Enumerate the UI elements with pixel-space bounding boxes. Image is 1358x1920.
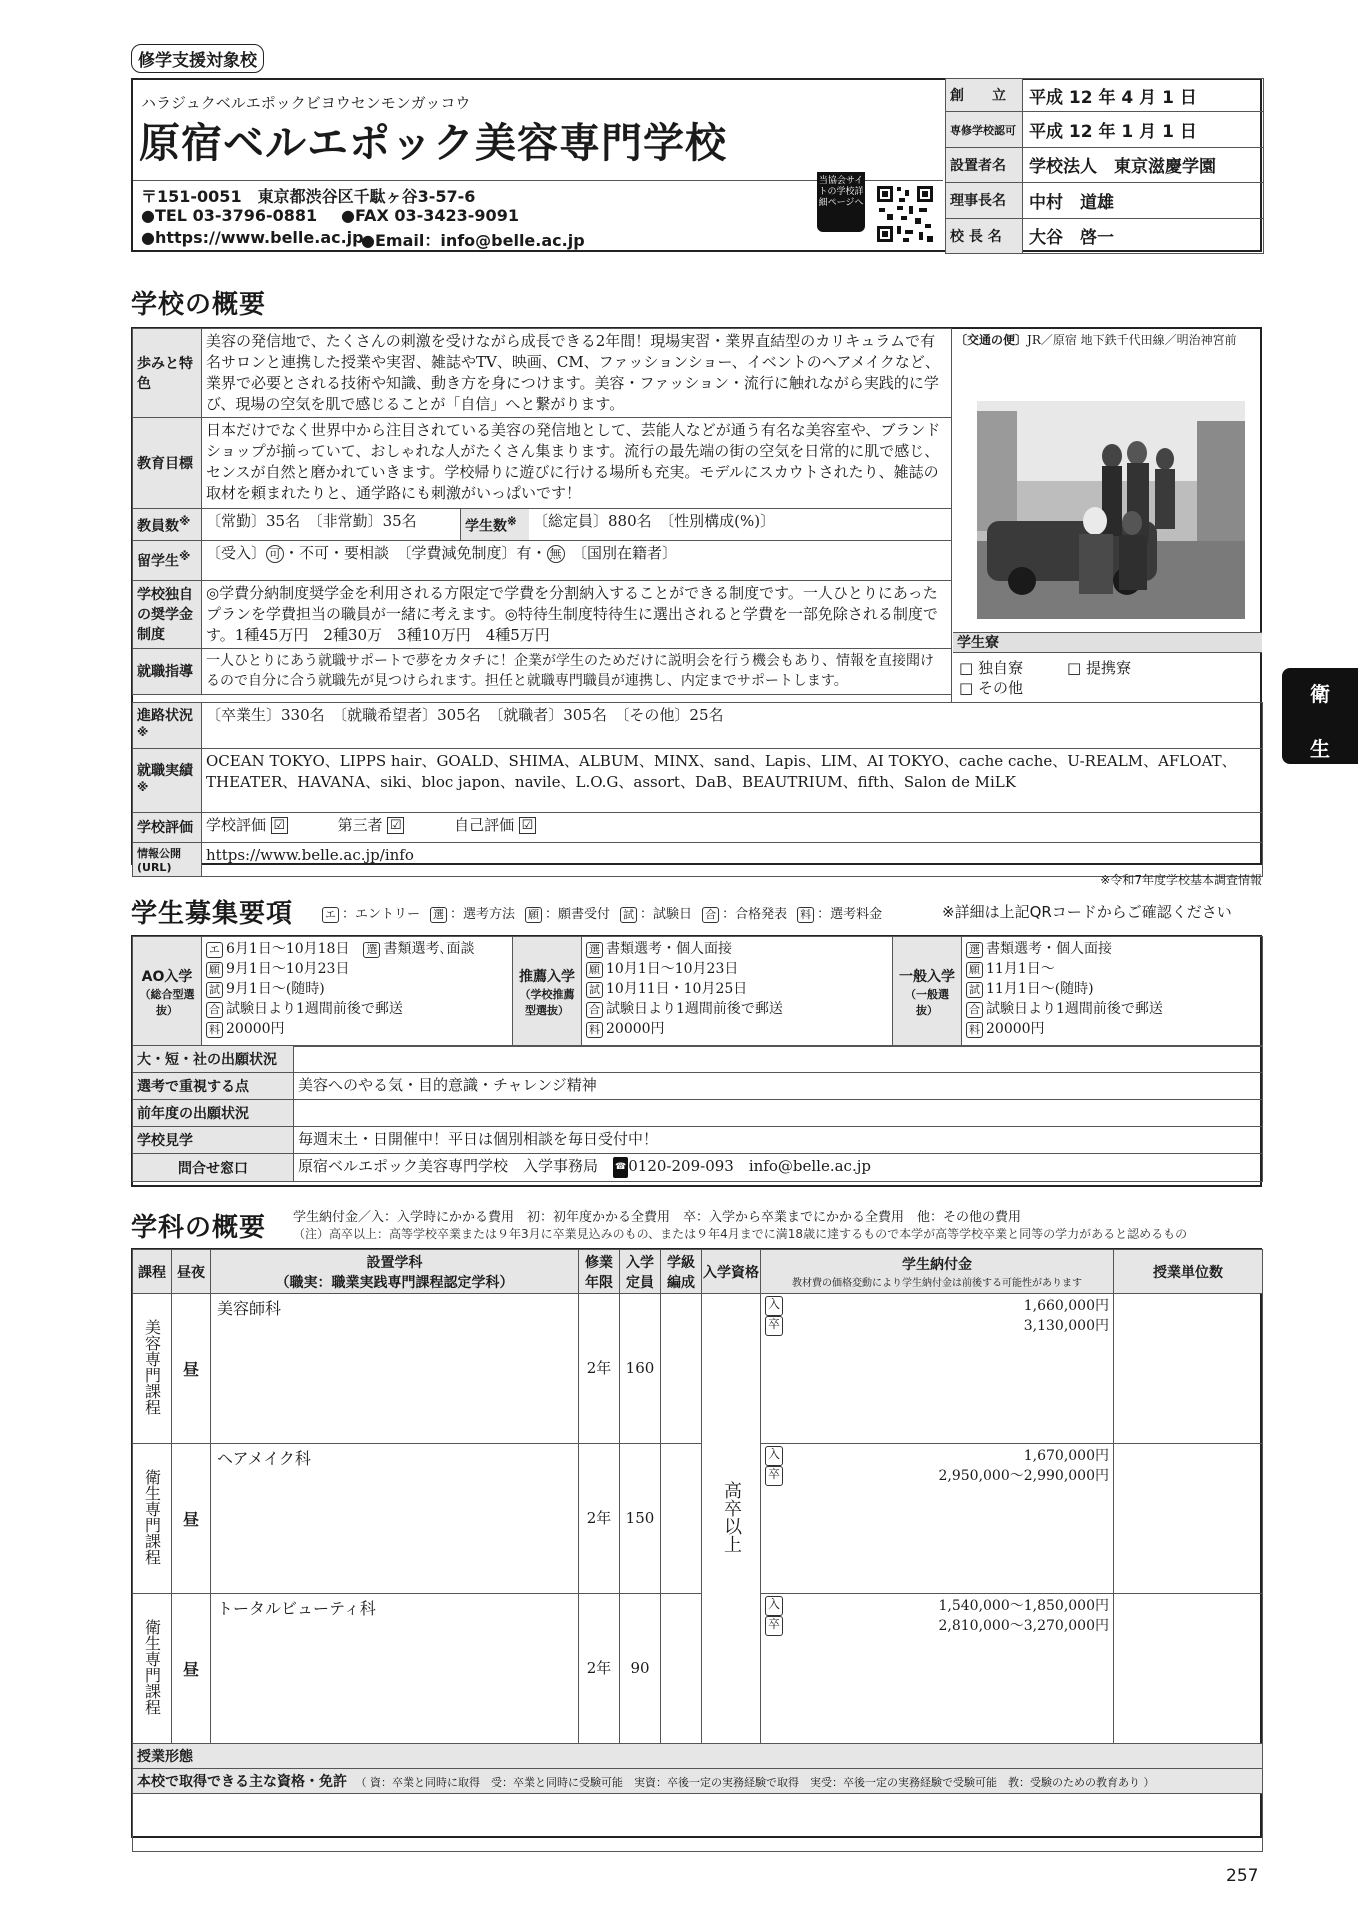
dorm-label: 学生寮 (953, 632, 1262, 653)
qr-label: 当協会サイトの学校詳細ページへ (817, 172, 865, 232)
dept-title: 学科の概要 (131, 1213, 267, 1243)
fax: ●FAX 03-3423-9091 (341, 206, 519, 225)
scholarship-text: ◎学費分納制度奨学金を利用される方限定で学費を分割納入することができる制度です。一人ひとりにあったプランを学費担当の職員が一緒に考えます。◎特待生制度特待生に選出されると学費を一部免除される制度です。1種45万円 2種30万 3種10万円 4種5万円 (202, 580, 952, 648)
fee-entry: 1,660,000円 (1023, 1298, 1109, 1314)
qr-code-icon[interactable] (875, 184, 935, 244)
dept-class (661, 1294, 702, 1444)
freedial-icon: ☎ (613, 1157, 628, 1178)
contact-office: 原宿ベルエポック美容専門学校 入学事務局 (298, 1157, 599, 1175)
recruit-row-value: 美容へのやる気・目的意識・チャレンジ精神 (294, 1073, 1263, 1100)
dept-capacity: 160 (620, 1294, 661, 1444)
recruit-row-label: 大・短・社の出願状況 (133, 1046, 294, 1073)
students-photo (977, 401, 1245, 619)
ippan-label: 一般入学 （一般選抜） (893, 937, 962, 1047)
dorm-other: □ その他 (959, 679, 1023, 697)
tel: ●TEL 03-3796-0881 (141, 206, 318, 225)
license-content (133, 1794, 1263, 1852)
col-time: 昼夜 (172, 1250, 211, 1294)
info-value: 中村 道雄 (1023, 183, 1264, 218)
legend-item: 選 ：選考方法 (430, 907, 515, 922)
goal-text: 日本だけでなく世界中から注目されている美容の発信地として、芸能人などが通う有名な美容室や、ブランドショップが揃っていて、おしゃれな人がたくさん集まります。流行の最先端の街の空気を日常的に肌で感じ、センスが自然と磨かれていきます。学校帰りに遊びに行ける場所も充実。モデルにスカウトされたり、雑誌の取材を頼まれたりと、通学路にも刺激がいっぱいです！ (202, 418, 952, 509)
email-link[interactable]: ●Email：info@belle.ac.jp (361, 231, 585, 250)
legend-item: エ ：エントリー (322, 907, 420, 922)
dept-subject: トータルビューティ科 (211, 1594, 579, 1744)
dept-time: 昼 (172, 1594, 211, 1744)
teachers-label: 教員数※ (133, 509, 202, 541)
col-capacity: 入学定員 (620, 1250, 661, 1294)
fee-total: 3,130,000円 (1023, 1318, 1109, 1334)
history-text: 美容の発信地で、たくさんの刺激を受けながら成長できる2年間！現場実習・業界直結型のカリキュラムで有名サロンと連携した授業や実習、雑誌やTV、映画、CM、ファッションショー、イベントのヘアメイクなど、業界で必要とされる技術や知識、動き方を身につけます。美容・ファッション・流行に触れながら実践的に学び、現場の空気を肌で感じることが「自信」へと繋がります。 (202, 329, 952, 418)
website-link[interactable]: ●https://www.belle.ac.jp (141, 228, 364, 247)
suisen-details: 選 書類選考・個人面接 願 10月1日～10月23日 試 10月11日・10月25日 合 試験日より1週間前後で郵送 料 20000円 (582, 937, 893, 1047)
overview-box (131, 327, 1262, 874)
category-side-tab: 衛 生 (1282, 668, 1358, 764)
col-years: 修業年限 (579, 1250, 620, 1294)
recruit-legend (322, 903, 892, 923)
fee-entry: 1,670,000円 (1023, 1448, 1109, 1464)
recruit-row-value (294, 1046, 1263, 1073)
col-credits: 授業単位数 (1114, 1250, 1263, 1294)
recruit-legend-note: ※詳細は上記QRコードからご確認ください (942, 903, 1232, 921)
eval-items: 学校評価 ☑ 第三者 ☑ 自己評価 ☑ (202, 812, 1263, 842)
dept-row (133, 1594, 1263, 1744)
career-label: 就職指導 (133, 648, 202, 694)
dept-capacity: 150 (620, 1444, 661, 1594)
overview-title: 学校の概要 (131, 290, 267, 320)
dept-credits (1114, 1294, 1263, 1444)
school-name: 原宿ベルエポック美容専門学校 (139, 119, 727, 167)
dorm-own: □ 独自寮 (959, 659, 1023, 677)
overview-lower-table (132, 702, 1263, 877)
access-info: 〔交通の便〕JR／原宿 地下鉄千代田線／明治神宮前 (955, 333, 1237, 347)
dept-years: 2年 (579, 1294, 620, 1444)
eval-label: 学校評価 (133, 812, 202, 842)
recruit-row-label: 選考で重視する点 (133, 1073, 294, 1100)
legend-item: 料 ：選考料金 (797, 907, 882, 922)
recruit-row-label: 前年度の出願状況 (133, 1100, 294, 1127)
teachers-text: 〔常勤〕35名 〔非常勤〕35名 (206, 512, 417, 530)
info-label: 理事長名 (946, 183, 1023, 218)
page-number: 257 (1226, 1866, 1259, 1886)
header-box (131, 78, 1262, 252)
license-row: 本校で取得できる主な資格・免許 （ 資：卒業と同時に取得 受：卒業と同時に受験可能 実資：卒後一定の実務経験で取得 実受：卒後一定の実務経験で受験可能 教：受験のための教育あり ） (133, 1769, 1263, 1794)
recruit-row-label: 学校見学 (133, 1127, 294, 1154)
dept-time: 昼 (172, 1444, 211, 1594)
dept-row (133, 1294, 1263, 1444)
suisen-label: 推薦入学 （学校推薦型選抜） (513, 937, 582, 1047)
dept-class (661, 1594, 702, 1744)
dept-fee: 入 1,540,000～1,850,000円 卒 2,810,000～3,270,000円 (761, 1594, 1114, 1744)
col-qualification: 入学資格 (702, 1250, 761, 1294)
col-class: 学級編成 (661, 1250, 702, 1294)
dept-fee: 入 1,660,000円 卒 3,130,000円 (761, 1294, 1114, 1444)
ao-label: AO入学 （総合型選抜） (133, 937, 202, 1047)
jobs-label: 就職実績※ (133, 748, 202, 812)
info-label: 校 長 名 (946, 218, 1023, 253)
disclosure-label: 情報公開(URL) (133, 842, 202, 876)
dept-years: 2年 (579, 1444, 620, 1594)
path-label: 進路状況※ (133, 703, 202, 749)
contact-email[interactable]: info@belle.ac.jp (748, 1157, 871, 1175)
legend-item: 試 ：試験日 (620, 907, 692, 922)
col-subject: 設置学科 （職実：職業実践専門課程認定学科） (211, 1250, 579, 1294)
ao-details: エ 6月1日～10月18日 選 書類選考､面談 願 9月1日～10月23日 試 9月1日～(随時) 合 試験日より1週間前後で郵送 料 20000円 (202, 937, 513, 1047)
recruit-row-value: 毎週末土・日開催中！平日は個別相談を毎日受付中！ (294, 1127, 1263, 1154)
dept-capacity: 90 (620, 1594, 661, 1744)
dept-class (661, 1444, 702, 1594)
disclosure-link[interactable]: https://www.belle.ac.jp/info (202, 842, 1263, 876)
support-badge: 修学支援対象校 (131, 44, 264, 73)
dept-time: 昼 (172, 1294, 211, 1444)
form-label: 授業形態 (133, 1744, 1263, 1769)
dept-table (132, 1249, 1263, 1852)
students-text: 〔総定員〕880名 〔性別構成(%)〕 (533, 512, 776, 530)
col-course: 課程 (133, 1250, 172, 1294)
foreign-text: 〔受入〕 可 ・不可・要相談 〔学費減免制度〕有・ 無 〔国別在籍者〕 (202, 540, 952, 580)
contact-value (294, 1154, 1263, 1182)
goal-label: 教育目標 (133, 418, 202, 509)
career-text: 一人ひとりにあう就職サポートで夢をカタチに！企業が学生のためだけに説明会を行う機会もあり、情報を直接聞けるので自分に合う就職先が見つけられます。担任と就職専門職員が連携し、内定までサポートします。 (202, 648, 952, 694)
dept-row (133, 1444, 1263, 1594)
info-label: 創 立 (946, 79, 1023, 112)
dorm-partner: □ 提携寮 (1067, 659, 1131, 677)
foreign-label: 留学生※ (133, 540, 202, 580)
recruit-rows-table (132, 1045, 1263, 1182)
info-value: 平成 12 年 1 月 1 日 (1023, 112, 1264, 147)
jobs-text: OCEAN TOKYO、LIPPS hair、GOALD、SHIMA、ALBUM、MINX、sand、Lapis、LIM、AI TOKYO、cache cache、U-REALM、AFLOAT、THEATER、HAVANA、siki、bloc japon、navile、L.O.G、assort、DaB、BEAUTRIUM、fifth、Salon de MiLK (202, 748, 1263, 812)
dept-qualification: 高卒以上 (702, 1294, 761, 1744)
dept-box (131, 1248, 1262, 1838)
dept-course: 衛生専門課程 (133, 1594, 172, 1744)
dept-subject: 美容師科 (211, 1294, 579, 1444)
contact-label: 問合せ窓口 (133, 1154, 294, 1182)
students-label: 学生数※ (461, 509, 530, 540)
dept-legend-2: （注）高卒以上：高等学校卒業または９年3月に卒業見込みのもの、または９年4月までに満18歳に達するもので本学が高等学校卒業と同等の学力があると認めるもの (293, 1227, 1188, 1241)
dept-fee: 入 1,670,000円 卒 2,950,000～2,990,000円 (761, 1444, 1114, 1594)
school-info-table (945, 78, 1264, 254)
fee-total: 2,950,000～2,990,000円 (938, 1468, 1109, 1484)
dept-course: 衛生専門課程 (133, 1444, 172, 1594)
survey-note: ※令和7年度学校基本調査情報 (1100, 873, 1262, 887)
path-text: 〔卒業生〕330名 〔就職希望者〕305名 〔就職者〕305名 〔その他〕25名 (202, 703, 1263, 749)
contact-phone[interactable]: 0120-209-093 (628, 1157, 734, 1175)
dept-credits (1114, 1444, 1263, 1594)
dept-subject: ヘアメイク科 (211, 1444, 579, 1594)
recruit-title: 学生募集要項 (131, 899, 294, 929)
fee-entry: 1,540,000～1,850,000円 (938, 1598, 1109, 1614)
school-kana: ハラジュクベルエポックビヨウセンモンガッコウ (141, 94, 471, 112)
info-label: 専修学校認可 (946, 112, 1023, 147)
info-value: 平成 12 年 4 月 1 日 (1023, 79, 1264, 112)
legend-item: 願 ：願書受付 (525, 907, 610, 922)
ippan-details: 選 書類選考・個人面接 願 11月1日～ 試 11月1日～(随時) 合 試験日より1週間前後で郵送 料 20000円 (962, 937, 1263, 1047)
info-label: 設置者名 (946, 147, 1023, 182)
overview-table (132, 328, 952, 695)
dept-course: 美容専門課程 (133, 1294, 172, 1444)
legend-item: 合 ：合格発表 (702, 907, 787, 922)
col-fee: 学生納付金 教材費の価格変動により学生納付金は前後する可能性があります (761, 1250, 1114, 1294)
dept-years: 2年 (579, 1594, 620, 1744)
dept-credits (1114, 1594, 1263, 1744)
recruit-box (131, 935, 1262, 1187)
address: 〒151-0051 東京都渋谷区千駄ヶ谷3-57-6 (141, 187, 476, 206)
info-value: 大谷 啓一 (1023, 218, 1264, 253)
recruit-row-value (294, 1100, 1263, 1127)
history-label: 歩みと特色 (133, 329, 202, 418)
fee-total: 2,810,000～3,270,000円 (938, 1618, 1109, 1634)
info-value: 学校法人 東京滋慶学園 (1023, 147, 1264, 182)
dept-legend-1: 学生納付金／入：入学時にかかる費用 初：初年度かかる全費用 卒：入学から卒業までにかかる全費用 他：その他の費用 (293, 1210, 1022, 1225)
scholarship-label: 学校独自の奨学金制度 (133, 580, 202, 648)
